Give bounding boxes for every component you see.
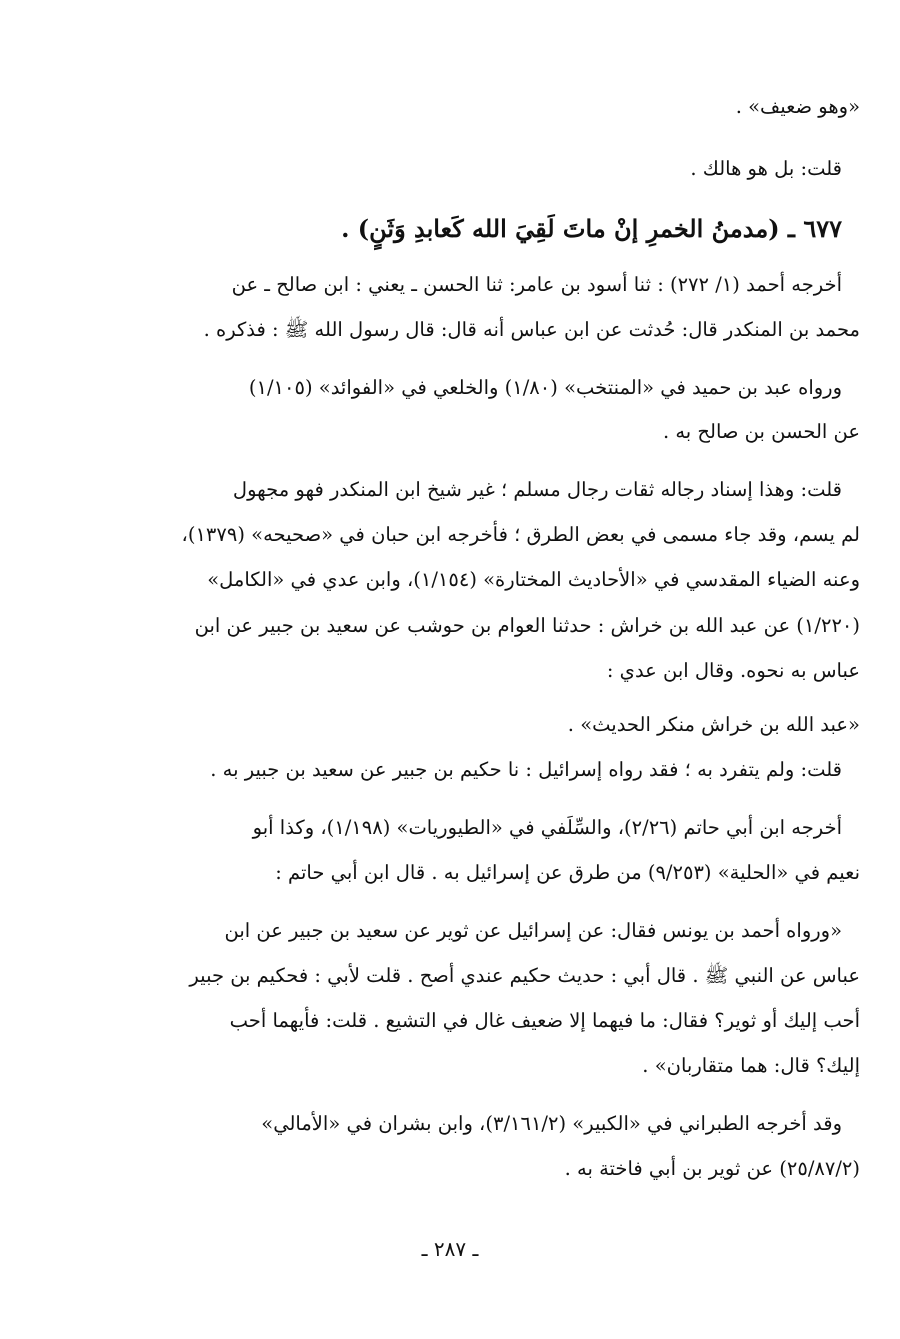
text-line: (١/٢٢٠) عن عبد الله بن خراش : حدثنا العوام بن حوشب عن سعيد بن جبير عن ابن xyxy=(194,614,860,637)
text-line: قلت: بل هو هالك . xyxy=(690,157,842,180)
page-number: ـ ٢٨٧ ـ xyxy=(421,1237,479,1261)
text-line: قلت: ولم يتفرد به ؛ فقد رواه إسرائيل : نا حكيم بن جبير عن سعيد بن جبير به . xyxy=(210,758,842,781)
text-line: قلت: وهذا إسناد رجاله ثقات رجال مسلم ؛ غير شيخ ابن المنكدر فهو مجهول xyxy=(232,478,842,501)
text-line: نعيم في «الحلية» (٩/٢٥٣) من طرق عن إسرائيل به . قال ابن أبي حاتم : xyxy=(275,861,860,884)
text-line: وقد أخرجه الطبراني في «الكبير» (٣/١٦١/٢)، وابن بشران في «الأمالي» xyxy=(261,1112,842,1135)
hadith-heading: ٦٧٧ ـ (مدمنُ الخمرِ إنْ ماتَ لَقِيَ الله كَعابدِ وَثَنٍ) . xyxy=(341,214,842,243)
text-line: «وهو ضعيف» . xyxy=(735,95,860,118)
quote-line: «عبد الله بن خراش منكر الحديث» . xyxy=(567,713,860,736)
quote-line: إليك؟ قال: هما متقاربان» . xyxy=(642,1054,860,1077)
text-line: أخرجه أحمد (١/ ٢٧٢) : ثنا أسود بن عامر: ثنا الحسن ـ يعني : ابن صالح ـ عن xyxy=(231,273,842,296)
quote-line: أحب إليك أو ثوير؟ فقال: ما فيهما إلا ضعيف غال في التشيع . قلت: فأيهما أحب xyxy=(229,1009,860,1032)
text-line: عن الحسن بن صالح به . xyxy=(662,420,860,443)
quote-line: عباس عن النبي ﷺ . قال أبي : حديث حكيم عندي أصح . قلت لأبي : فحكيم بن جبير xyxy=(189,964,860,987)
quote-line: «ورواه أحمد بن يونس فقال: عن إسرائيل عن ثوير عن سعيد بن جبير عن ابن xyxy=(224,919,842,942)
text-line: عباس به نحوه. وقال ابن عدي : xyxy=(606,659,860,682)
text-line: (٢٥/٨٧/٢) عن ثوير بن أبي فاختة به . xyxy=(564,1157,860,1180)
text-line: أخرجه ابن أبي حاتم (٢/٢٦)، والسِّلَفي في «الطيوريات» (١/١٩٨)، وكذا أبو xyxy=(252,816,842,839)
text-line: محمد بن المنكدر قال: حُدثت عن ابن عباس أنه قال: قال رسول الله ﷺ : فذكره . xyxy=(203,318,860,341)
text-line: وعنه الضياء المقدسي في «الأحاديث المختارة» (١/١٥٤)، وابن عدي في «الكامل» xyxy=(207,568,860,591)
text-line: لم يسم، وقد جاء مسمى في بعض الطرق ؛ فأخرجه ابن حبان في «صحيحه» (١٣٧٩)، xyxy=(181,523,860,546)
text-line: ورواه عبد بن حميد في «المنتخب» (١/٨٠) والخلعي في «الفوائد» (١/١٠٥) xyxy=(248,376,842,399)
